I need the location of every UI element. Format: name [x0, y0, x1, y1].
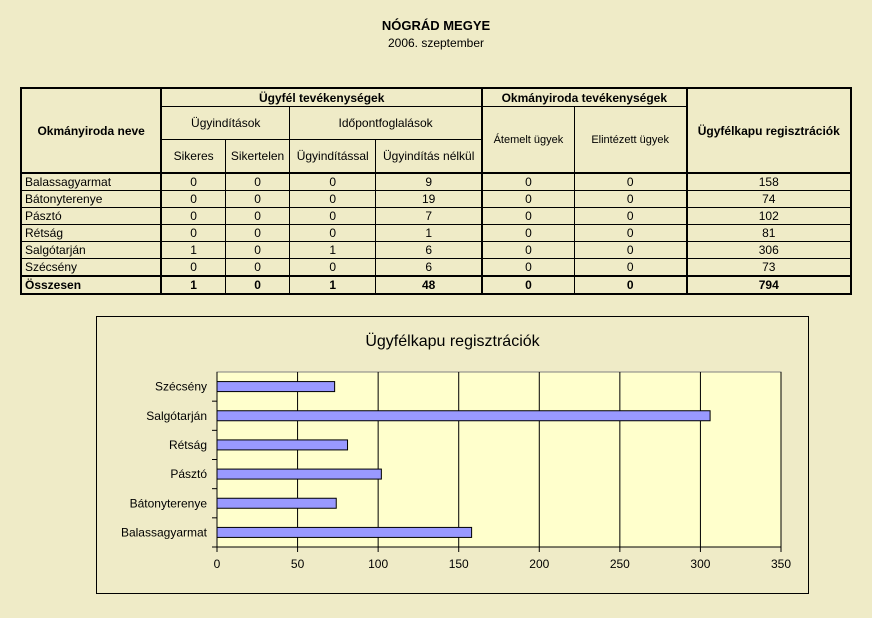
x-tick-label: 150 — [448, 557, 469, 571]
cell-ugyinditas-nelkul: 19 — [376, 191, 482, 208]
cell-elintezett: 0 — [574, 242, 686, 259]
cell-sikeres: 1 — [161, 242, 225, 259]
group-header-okmany: Okmányiroda tevékenységek — [482, 88, 686, 107]
cell-sikertelen: 0 — [225, 259, 289, 277]
col-header-ugyinditas-nelkul: Ügyindítás nélkül — [376, 140, 482, 174]
cell-sikertelen: 0 — [225, 208, 289, 225]
bar — [217, 498, 336, 508]
col-header-sikertelen: Sikertelen — [225, 140, 289, 174]
cell-kapu: 73 — [687, 259, 851, 277]
cell-kapu: 102 — [687, 208, 851, 225]
y-tick-label: Salgótarján — [146, 408, 207, 423]
cell-ugyinditas-nelkul: 7 — [376, 208, 482, 225]
col-header-kapu: Ügyfélkapu regisztrációk — [687, 88, 851, 173]
bar-chart — [97, 317, 808, 593]
cell-elintezett: 0 — [574, 208, 686, 225]
cell-sikertelen: 0 — [225, 191, 289, 208]
cell-atemelt: 0 — [482, 242, 574, 259]
cell-ugyinditassal: 0 — [290, 191, 376, 208]
y-tick-label: Bátonyterenye — [129, 496, 207, 511]
cell-kapu: 306 — [687, 242, 851, 259]
col-header-sikeres: Sikeres — [161, 140, 225, 174]
cell-sikeres: 0 — [161, 208, 225, 225]
total-name: Összesen — [21, 276, 161, 294]
bar — [217, 411, 710, 421]
cell-atemelt: 0 — [482, 191, 574, 208]
cell-ugyinditas-nelkul: 6 — [376, 242, 482, 259]
cell-ugyinditas-nelkul: 6 — [376, 259, 482, 277]
row-name: Salgótarján — [21, 242, 161, 259]
cell-kapu: 81 — [687, 225, 851, 242]
cell-ugyinditas-nelkul: 9 — [376, 173, 482, 191]
bar — [217, 527, 472, 537]
group-header-ugyfel: Ügyfél tevékenységek — [161, 88, 482, 107]
table-row — [21, 208, 851, 225]
cell-ugyinditassal: 0 — [290, 225, 376, 242]
x-tick-label: 100 — [368, 557, 389, 571]
page-subtitle: 2006. szeptember — [387, 36, 485, 50]
total-sikeres: 1 — [161, 276, 225, 294]
table-row — [21, 242, 851, 259]
cell-kapu: 74 — [687, 191, 851, 208]
cell-sikeres: 0 — [161, 225, 225, 242]
y-tick-label: Balassagyarmat — [120, 525, 207, 540]
total-atemelt: 0 — [482, 276, 574, 294]
cell-sikertelen: 0 — [225, 173, 289, 191]
total-ugyinditas-nelkul: 48 — [376, 276, 482, 294]
cell-sikertelen: 0 — [225, 242, 289, 259]
sub-header-idopont: Időpontfoglalások — [290, 107, 482, 140]
cell-sikeres: 0 — [161, 173, 225, 191]
total-kapu: 794 — [687, 276, 851, 294]
cell-atemelt: 0 — [482, 259, 574, 277]
bar — [217, 440, 348, 450]
x-tick-label: 200 — [529, 557, 550, 571]
cell-sikertelen: 0 — [225, 225, 289, 242]
cell-elintezett: 0 — [574, 259, 686, 277]
bar — [217, 469, 381, 479]
col-header-atemelt: Átemelt ügyek — [482, 107, 574, 174]
cell-ugyinditassal: 0 — [290, 173, 376, 191]
cell-atemelt: 0 — [482, 225, 574, 242]
cell-atemelt: 0 — [482, 208, 574, 225]
cell-elintezett: 0 — [574, 191, 686, 208]
x-tick-label: 50 — [290, 557, 305, 571]
table-row — [21, 225, 851, 242]
chart-container — [96, 316, 809, 594]
cell-ugyinditassal: 0 — [290, 259, 376, 277]
y-tick-label: Pásztó — [170, 467, 207, 482]
cell-sikeres: 0 — [161, 259, 225, 277]
col-header-elintezett: Elintézett ügyek — [574, 107, 686, 174]
total-row — [21, 276, 851, 294]
x-tick-label: 0 — [213, 557, 221, 571]
total-elintezett: 0 — [574, 276, 686, 294]
row-name: Rétság — [21, 225, 161, 242]
cell-ugyinditassal: 0 — [290, 208, 376, 225]
page-title: NÓGRÁD MEGYE — [381, 18, 491, 33]
cell-ugyinditas-nelkul: 1 — [376, 225, 482, 242]
plot-area — [217, 372, 781, 547]
cell-kapu: 158 — [687, 173, 851, 191]
cell-sikeres: 0 — [161, 191, 225, 208]
bar — [217, 382, 335, 392]
col-header-name: Okmányiroda neve — [21, 88, 161, 173]
chart-title: Ügyfélkapu regisztrációk — [365, 333, 540, 350]
table-row — [21, 259, 851, 277]
statistics-table — [20, 87, 852, 295]
sub-header-ugyinditasok: Ügyindítások — [161, 107, 289, 140]
cell-atemelt: 0 — [482, 173, 574, 191]
x-tick-label: 250 — [609, 557, 630, 571]
row-name: Bátonyterenye — [21, 191, 161, 208]
table-row — [21, 191, 851, 208]
row-name: Szécsény — [21, 259, 161, 277]
x-tick-label: 350 — [770, 557, 792, 571]
row-name: Pásztó — [21, 208, 161, 225]
x-tick-label: 300 — [690, 557, 711, 571]
cell-elintezett: 0 — [574, 225, 686, 242]
row-name: Balassagyarmat — [21, 173, 161, 191]
y-tick-label: Rétság — [168, 437, 207, 452]
cell-elintezett: 0 — [574, 173, 686, 191]
col-header-ugyinditassal: Ügyindítással — [290, 140, 376, 174]
cell-ugyinditassal: 1 — [290, 242, 376, 259]
total-ugyinditassal: 1 — [290, 276, 376, 294]
total-sikertelen: 0 — [225, 276, 289, 294]
y-tick-label: Szécsény — [154, 379, 207, 394]
table-row — [21, 173, 851, 191]
